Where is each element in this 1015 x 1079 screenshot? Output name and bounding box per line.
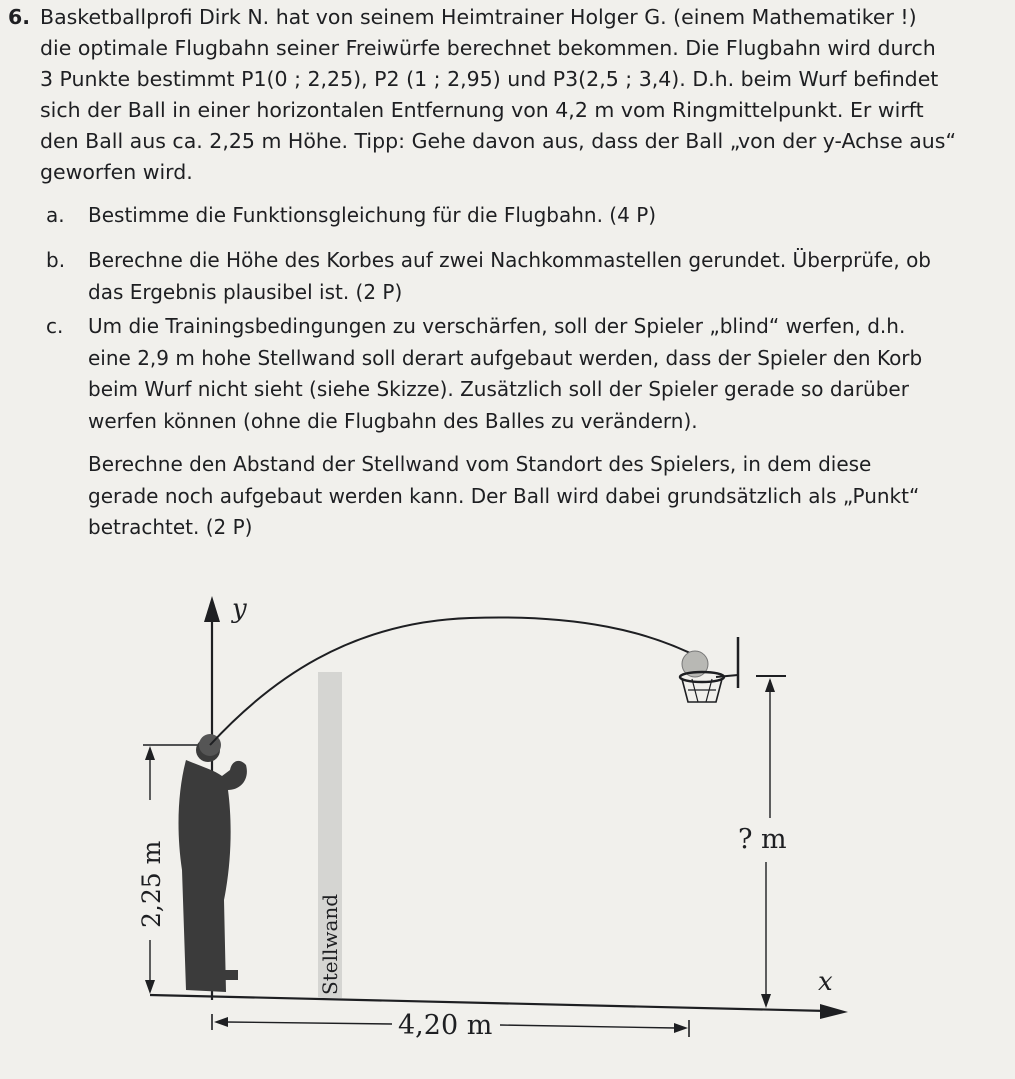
intro-line: die optimale Flugbahn seiner Freiwürfe berechnet bekommen. Die Flugbahn wird durch xyxy=(40,36,936,60)
subtask-line: Berechne die Höhe des Korbes auf zwei Nachkommastellen gerundet. Überprüfe, ob xyxy=(88,248,931,272)
intro-line: sich der Ball in einer horizontalen Entfernung von 4,2 m vom Ringmittelpunkt. Er wirft xyxy=(40,98,924,122)
flight-path xyxy=(210,617,700,745)
x-axis-label: x xyxy=(818,967,833,997)
subtask-line: das Ergebnis plausibel ist. (2 P) xyxy=(88,279,403,304)
basket-height-arrow-bottom xyxy=(761,994,771,1008)
subtask-letter: b. xyxy=(46,248,66,272)
subtask-line: werfen können (ohne die Flugbahn des Balles zu verändern). xyxy=(88,408,698,433)
player-figure xyxy=(179,738,247,992)
subtask-letter: a. xyxy=(46,203,65,227)
subtask-line: Um die Trainingsbedingungen zu verschärfen, soll der Spieler „blind“ werfen, d.h. xyxy=(88,314,906,338)
subtask-line: betrachtet. (2 P) xyxy=(88,515,253,539)
intro-line: 3 Punkte bestimmt P1(0 ; 2,25), P2 (1 ; 2,95) und P3(2,5 ; 3,4). D.h. beim Wurf befindet xyxy=(40,67,939,91)
y-axis-label: y xyxy=(232,594,247,624)
subtask-line: eine 2,9 m hohe Stellwand soll derart aufgebaut werden, dass der Spieler den Korb xyxy=(88,345,923,370)
height-dimension-arrow-top xyxy=(145,746,155,760)
height-dimension-arrow-bottom xyxy=(145,980,155,994)
x-axis xyxy=(150,995,828,1011)
x-axis-arrow xyxy=(820,1004,848,1019)
distance-label: 4,20 m xyxy=(398,1010,493,1041)
player-height-label: 2,25 m xyxy=(137,840,166,928)
task-number: 6. xyxy=(8,5,31,29)
distance-arrow-right xyxy=(674,1023,688,1033)
distance-arrow-left xyxy=(214,1017,228,1027)
subtask-line: beim Wurf nicht sieht (siehe Skizze). Zusätzlich soll der Spieler gerade so darüber xyxy=(88,377,909,401)
stellwand-label: Stellwand xyxy=(318,893,342,995)
intro-line: geworfen wird. xyxy=(40,160,193,184)
subtask-letter: c. xyxy=(46,314,64,338)
basket-height-label: ? m xyxy=(738,824,787,855)
subtask-line: Berechne den Abstand der Stellwand vom Standort des Spielers, in dem diese xyxy=(88,452,872,476)
distance-line xyxy=(226,1022,392,1024)
basket-height-arrow-top xyxy=(765,678,775,692)
intro-line: den Ball aus ca. 2,25 m Höhe. Tipp: Gehe davon aus, dass der Ball „von der y-Achse aus“ xyxy=(40,129,957,153)
distance-line xyxy=(500,1025,676,1028)
basket xyxy=(680,637,738,702)
intro-line: Basketballprofi Dirk N. hat von seinem Heimtrainer Holger G. (einem Mathematiker !) xyxy=(40,5,917,29)
subtask-line: gerade noch aufgebaut werden kann. Der Ball wird dabei grundsätzlich als „Punkt“ xyxy=(88,483,920,508)
y-axis-arrow xyxy=(204,596,220,622)
subtask-line: Bestimme die Funktionsgleichung für die Flugbahn. (4 P) xyxy=(88,203,657,227)
